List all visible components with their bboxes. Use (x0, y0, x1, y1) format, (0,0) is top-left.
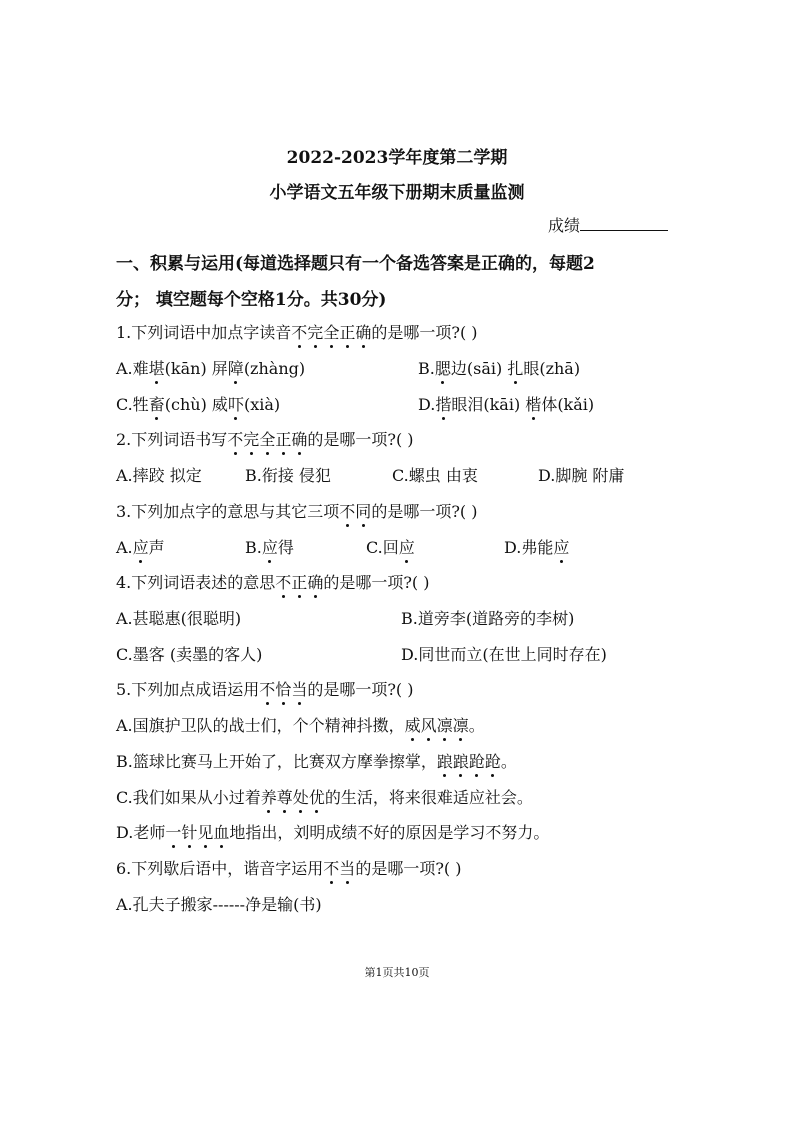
q3-option-c (366, 535, 415, 558)
emphasis-dot-char: 应 (399, 535, 415, 558)
emphasis-dot-char: 确 (307, 570, 323, 593)
q3-option-a (116, 535, 165, 558)
q5-option-a (116, 713, 485, 736)
text-segment: A.难 (116, 359, 149, 378)
text-segment: 边(sāi) (450, 359, 508, 378)
q2-option-d: D.脚腕 附庸 (538, 466, 625, 485)
emphasis-dot-char: 应 (262, 535, 278, 558)
text-segment: 眼(zhā) (523, 359, 581, 378)
emphasis-dot-char: 血 (213, 820, 229, 843)
text-segment: 的是哪一项?( ) (307, 680, 414, 699)
text-segment: D. (418, 395, 436, 414)
q1-option-b (418, 356, 580, 379)
emphasis-dot-char: 处 (293, 785, 309, 808)
q6-option-a: A.孔夫子搬家------净是输(书) (116, 895, 322, 914)
text-segment: 。 (500, 752, 517, 771)
emphasis-dot-char: 当 (291, 677, 307, 700)
text-segment: 地指出，刘明成绩不好的原因是学习不努力。 (229, 823, 550, 842)
score-label: 成绩 (548, 216, 581, 235)
emphasis-dot-char: 不 (259, 677, 275, 700)
q2-option-c: C.螺虫 由衷 (392, 466, 478, 485)
score-field (548, 213, 668, 236)
q1-dot: 全 (323, 320, 339, 343)
emphasis-dot-char: 堪 (149, 356, 165, 379)
q1-dot: 不 (291, 320, 307, 343)
text-segment: (xià) (243, 395, 281, 414)
text-segment: (zhàng) (243, 359, 306, 378)
q4-option-c: C.墨客 (卖墨的客人) (116, 645, 263, 664)
text-segment: 6.下列歇后语中，谐音字运用 (116, 859, 324, 878)
emphasis-dot-char: 当 (339, 856, 355, 879)
q5-option-d (116, 820, 549, 843)
emphasis-dot-char: 优 (309, 785, 325, 808)
text-segment: 5.下列加点成语运用 (116, 680, 260, 699)
text-segment: B. (418, 359, 435, 378)
q4-option-b: B.道旁李(道路旁的李树) (401, 609, 575, 628)
text-segment: (kān) 屏 (164, 359, 228, 378)
emphasis-dot-char: 畜 (149, 392, 165, 415)
q3-option-b (245, 535, 294, 558)
page-title-year: 2022-2023学年度第二学期 (286, 148, 508, 168)
text-segment: D.老师 (116, 823, 166, 842)
emphasis-dot-char: 应 (553, 535, 569, 558)
text-segment: C.牲 (116, 395, 149, 414)
page-footer: 第1页共10页 (364, 966, 430, 979)
emphasis-dot-char: 跄 (485, 749, 501, 772)
emphasis-dot-char: 尊 (277, 785, 293, 808)
emphasis-dot-char: 全 (259, 427, 275, 450)
emphasis-dot-char: 应 (133, 535, 149, 558)
text-segment: B.篮球比赛马上开始了，比赛双方摩拳擦掌， (116, 752, 437, 771)
text-segment: 的是哪一项?( ) (307, 430, 414, 449)
text-segment: 的是哪一项?( ) (371, 502, 478, 521)
text-segment: A. (116, 538, 133, 557)
question-5 (116, 677, 413, 700)
emphasis-dot-char: 确 (291, 427, 307, 450)
emphasis-dot-char: 吓 (228, 392, 244, 415)
q1-option-a (116, 356, 305, 379)
q2-option-b: B.衔接 侵犯 (245, 466, 331, 485)
emphasis-dot-char: 正 (291, 570, 307, 593)
question-2 (116, 427, 414, 450)
emphasis-dot-char: 踉 (453, 749, 469, 772)
text-segment: D.弗能 (504, 538, 554, 557)
question-3 (116, 499, 477, 522)
emphasis-dot-char: 跄 (469, 749, 485, 772)
text-segment: (chù) 威 (164, 395, 228, 414)
page-title-subject: 小学语文五年级下册期末质量监测 (269, 183, 525, 203)
text-segment: B. (245, 538, 262, 557)
section-heading: 一、积累与运用(每道选择题只有一个备选答案是正确的，每题2 (116, 254, 595, 274)
emphasis-dot-char: 腮 (435, 356, 451, 379)
text-segment: C.回 (366, 538, 399, 557)
section-heading-cont: 分； 填空题每个空格1分。共30分) (116, 290, 387, 310)
emphasis-dot-char: 恰 (275, 677, 291, 700)
text-segment: 眼泪(kāi) (451, 395, 526, 414)
q1-dot: 完 (307, 320, 323, 343)
emphasis-dot-char: 一 (165, 820, 181, 843)
text-segment: 4.下列词语表述的意思 (116, 573, 276, 592)
emphasis-dot-char: 不 (339, 499, 355, 522)
q3-option-d (504, 535, 569, 558)
emphasis-dot-char: 踉 (437, 749, 453, 772)
text-segment: 2.下列词语书写 (116, 430, 228, 449)
q1-dot: 确 (355, 320, 371, 343)
emphasis-dot-char: 揩 (435, 392, 451, 415)
question-4 (116, 570, 429, 593)
emphasis-dot-char: 见 (197, 820, 213, 843)
emphasis-dot-char: 威 (405, 713, 421, 736)
emphasis-dot-char: 不 (227, 427, 243, 450)
q1-option-d (418, 392, 594, 415)
q2-option-a: A.摔跤 拟定 (116, 466, 202, 485)
text-segment: A.国旗护卫队的战士们，个个精神抖擞， (116, 716, 405, 735)
emphasis-dot-char: 完 (243, 427, 259, 450)
q1-dot: 正 (339, 320, 355, 343)
emphasis-dot-char: 风 (421, 713, 437, 736)
emphasis-dot-char: 凛 (453, 713, 469, 736)
text-segment: 得 (277, 538, 294, 557)
emphasis-dot-char: 同 (355, 499, 371, 522)
q5-option-c (116, 785, 533, 808)
emphasis-dot-char: 不 (323, 856, 339, 879)
text-segment: 声 (148, 538, 165, 557)
emphasis-dot-char: 扎 (507, 356, 523, 379)
q4-option-a: A.甚聪惠(很聪明) (116, 609, 242, 628)
score-blank (580, 214, 668, 231)
text-segment: 。 (468, 716, 485, 735)
q4-option-d: D.同世而立(在世上同时存在) (401, 645, 607, 664)
emphasis-dot-char: 凛 (437, 713, 453, 736)
emphasis-dot-char: 不 (275, 570, 291, 593)
emphasis-dot-char: 障 (228, 356, 244, 379)
text-segment: C.我们如果从小过着 (116, 788, 261, 807)
q1-option-c (116, 392, 280, 415)
q5-option-b (116, 749, 517, 772)
text-segment: 体(kǎi) (541, 395, 595, 414)
text-segment: 的是哪一项?( ) (323, 573, 430, 592)
question-6 (116, 856, 461, 879)
text-segment: 的生活，将来很难适应社会。 (324, 788, 533, 807)
emphasis-dot-char: 正 (275, 427, 291, 450)
text-segment: 3.下列加点字的意思与其它三项 (116, 502, 340, 521)
q1-text: 1.下列词语中加点字读音 (116, 323, 292, 342)
q1-text-end: 的是哪一项?( ) (371, 323, 478, 342)
emphasis-dot-char: 针 (181, 820, 197, 843)
emphasis-dot-char: 养 (261, 785, 277, 808)
question-1 (116, 320, 478, 343)
emphasis-dot-char: 楷 (525, 392, 541, 415)
text-segment: 的是哪一项?( ) (355, 859, 462, 878)
